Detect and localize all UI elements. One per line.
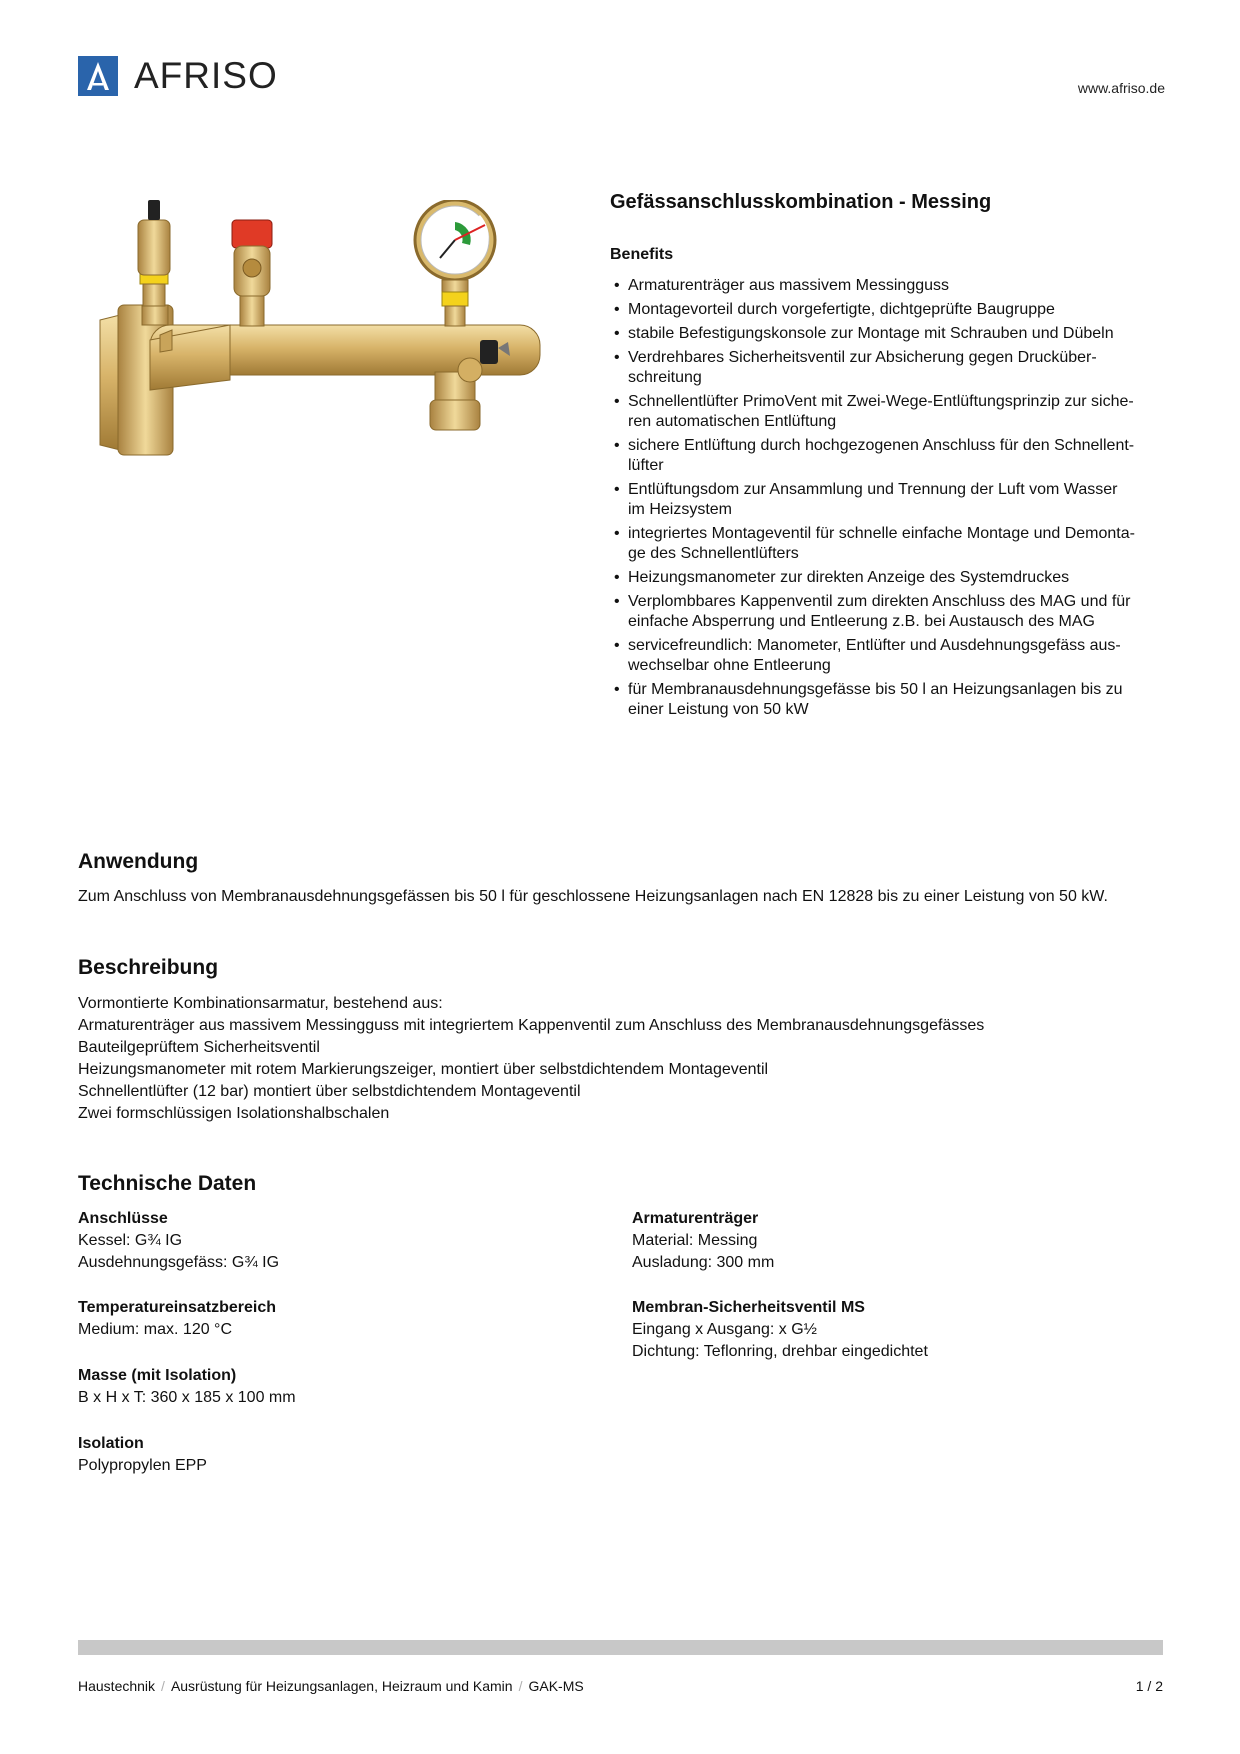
- anwendung-text: Zum Anschluss von Membranausdehnungsgefässen bis 50 l für geschlossene Heizungsanlagen nach EN 12828 bis zu einer Leistung von 50 kW.: [78, 888, 1108, 905]
- breadcrumb-item[interactable]: Ausrüstung für Heizungsanlagen, Heizraum und Kamin: [170, 1678, 513, 1694]
- spec-line: Polypropylen EPP: [78, 1457, 207, 1474]
- beschreibung-heading: Beschreibung: [78, 956, 219, 979]
- beschreibung-line: Schnellentlüfter (12 bar) montiert über selbstdichtendem Montageventil: [78, 1083, 581, 1100]
- benefits-list: [612, 276, 1172, 724]
- product-image: [90, 200, 590, 500]
- benefit-item: • integriertes Montageventil für schnelle einfache Montage und Demonta- ge des Schnellentlüfters: [612, 524, 1172, 564]
- spec-heading: Masse (mit Isolation): [78, 1367, 237, 1384]
- beschreibung-line: Vormontierte Kombinationsarmatur, bestehend aus:: [78, 995, 443, 1012]
- spec-line: Ausladung: 300 mm: [632, 1254, 775, 1271]
- beschreibung-line: Zwei formschlüssigen Isolationshalbschalen: [78, 1105, 390, 1122]
- breadcrumb-separator: /: [518, 1678, 523, 1694]
- benefit-item: • Armaturenträger aus massivem Messingguss: [612, 276, 1172, 296]
- benefit-item: • Entlüftungsdom zur Ansammlung und Trennung der Luft vom Wasser im Heizsystem: [612, 480, 1172, 520]
- spec-armaturentraeger: [632, 1208, 774, 1274]
- breadcrumb: [78, 1678, 584, 1694]
- benefit-item: • Verplombbares Kappenventil zum direkten Anschluss des MAG und für einfache Absperrung und Entleerung z.B. bei Austausch des MAG: [612, 592, 1172, 632]
- anwendung-heading: Anwendung: [78, 850, 199, 873]
- spec-sicherheitsventil: [632, 1297, 928, 1363]
- brand-name: AFRISO: [134, 55, 278, 96]
- breadcrumb-separator: /: [161, 1678, 165, 1694]
- benefit-item: • Schnellentlüfter PrimoVent mit Zwei-Wege-Entlüftungsprinzip zur siche- ren automatischen Entlüftung: [612, 392, 1172, 432]
- beschreibung-text: [78, 993, 984, 1125]
- spec-anschluesse: [78, 1208, 279, 1274]
- technische-daten-heading: Technische Daten: [78, 1172, 257, 1195]
- benefit-item: • Heizungsmanometer zur direkten Anzeige des Systemdruckes: [612, 568, 1172, 588]
- spec-heading: Temperatureinsatzbereich: [78, 1299, 276, 1316]
- breadcrumb-item[interactable]: Haustechnik: [78, 1678, 156, 1694]
- spec-line: Medium: max. 120 °C: [78, 1321, 233, 1338]
- spec-temperatur: [78, 1297, 276, 1341]
- breadcrumb-item[interactable]: GAK-MS: [528, 1678, 584, 1694]
- spec-line: Eingang x Ausgang: x G½: [632, 1321, 818, 1338]
- benefit-item: • Verdrehbares Sicherheitsventil zur Absicherung gegen Drucküber- schreitung: [612, 348, 1172, 388]
- benefit-item: • servicefreundlich: Manometer, Entlüfter und Ausdehnungsgefäss aus- wechselbar ohne Entleerung: [612, 636, 1172, 676]
- beschreibung-line: Bauteilgeprüftem Sicherheitsventil: [78, 1039, 320, 1056]
- benefit-item: • für Membranausdehnungsgefässe bis 50 l an Heizungsanlagen bis zu einer Leistung von 50 kW: [612, 680, 1172, 720]
- spec-line: Dichtung: Teflonring, drehbar eingedichtet: [632, 1343, 928, 1360]
- product-title: Gefässanschlusskombination - Messing: [610, 191, 992, 213]
- benefit-item: • stabile Befestigungskonsole zur Montage mit Schrauben und Dübeln: [612, 324, 1172, 344]
- page-number: 1 / 2: [1135, 1678, 1163, 1694]
- spec-heading: Isolation: [78, 1435, 144, 1452]
- spec-isolation: [78, 1433, 207, 1477]
- benefits-heading: Benefits: [610, 246, 674, 263]
- spec-line: Material: Messing: [632, 1232, 758, 1249]
- benefit-item: • Montagevorteil durch vorgefertigte, dichtgeprüfte Baugruppe: [612, 300, 1172, 320]
- spec-line: B x H x T: 360 x 185 x 100 mm: [78, 1389, 296, 1406]
- spec-heading: Membran-Sicherheitsventil MS: [632, 1299, 865, 1316]
- spec-masse: [78, 1365, 296, 1409]
- afriso-logo-icon: [78, 56, 118, 96]
- beschreibung-line: Heizungsmanometer mit rotem Markierungszeiger, montiert über selbstdichtendem Montageventil: [78, 1061, 769, 1078]
- brand-logo: [78, 55, 278, 97]
- beschreibung-line: Armaturenträger aus massivem Messingguss mit integriertem Kappenventil zum Anschluss des Membranausdehnungsgefässes: [78, 1017, 985, 1034]
- spec-heading: Armaturenträger: [632, 1210, 759, 1227]
- spec-line: Ausdehnungsgefäss: G¾ IG: [78, 1254, 280, 1271]
- spec-heading: Anschlüsse: [78, 1210, 168, 1227]
- website-link[interactable]: www.afriso.de: [1077, 80, 1165, 96]
- spec-line: Kessel: G¾ IG: [78, 1232, 183, 1249]
- footer-divider: [78, 1640, 1163, 1655]
- benefit-item: • sichere Entlüftung durch hochgezogenen Anschluss für den Schnellent- lüfter: [612, 436, 1172, 476]
